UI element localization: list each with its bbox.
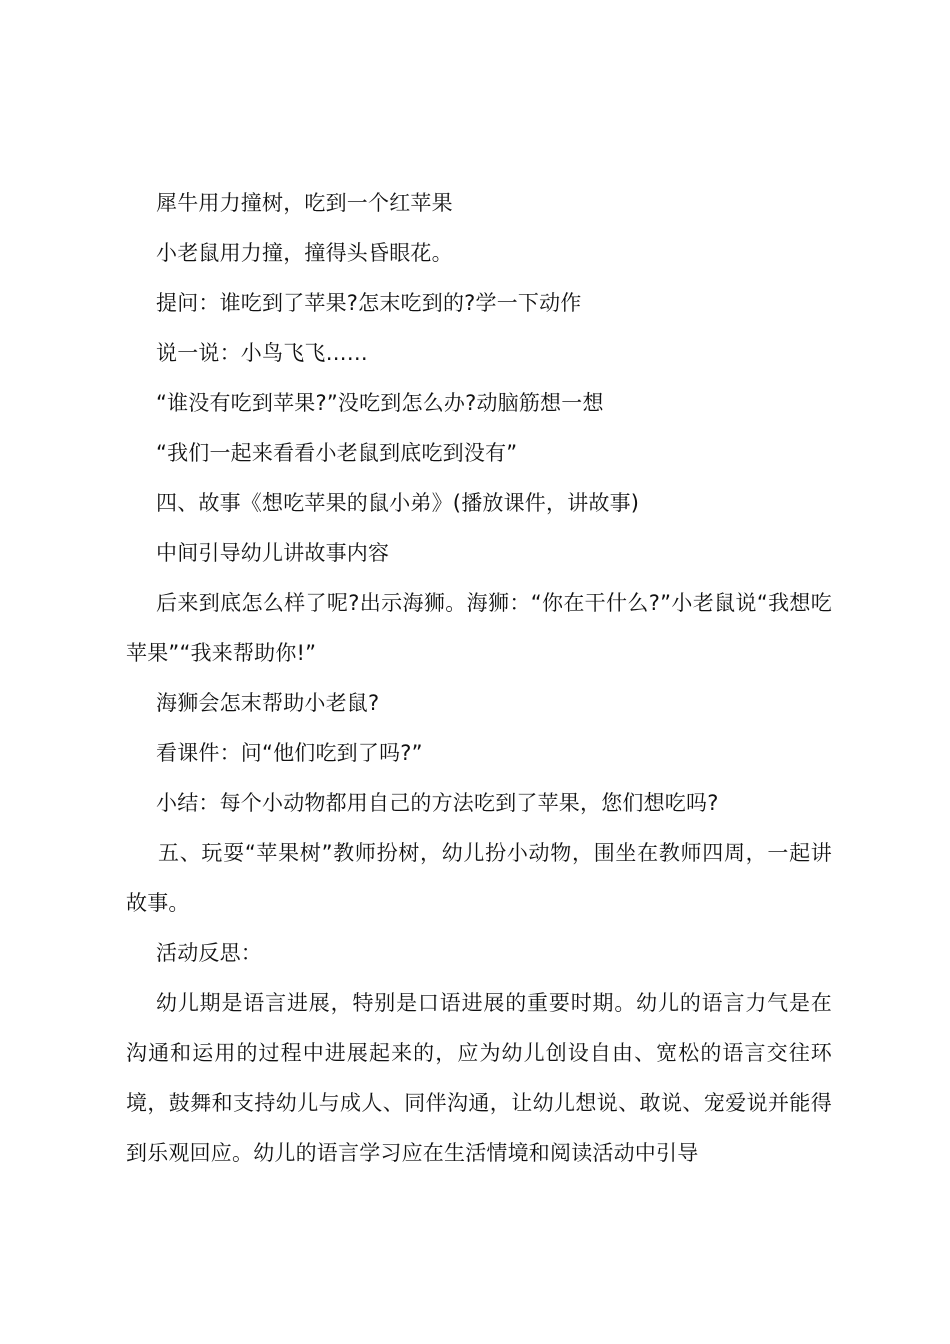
paragraph-summary: 小结：每个小动物都用自己的方法吃到了苹果，您们想吃吗? [156, 791, 719, 815]
paragraph-who-didnt-eat: “谁没有吃到苹果?”没吃到怎么办?动脑筋想一想 [156, 391, 604, 415]
paragraph-reflection-body: 幼儿期是语言进展，特别是口语进展的重要时期。幼儿的语言力气是在沟通和运用的过程中进展起来的，应为幼儿创设自由、宽松的语言交往环境，鼓舞和支持幼儿与成人、同伴沟通，让幼儿想说、敢说、宠爱说并能得到乐观回应。幼儿的语言学习应在生活情境和阅读活动中引导 [126, 991, 832, 1165]
paragraph-sea-lion-help: 海狮会怎末帮助小老鼠? [156, 691, 380, 715]
paragraph-rhino: 犀牛用力撞树，吃到一个红苹果 [156, 191, 453, 215]
paragraph-mouse-dizzy: 小老鼠用力撞，撞得头昏眼花。 [156, 241, 453, 265]
paragraph-courseware: 看课件：问“他们吃到了吗?” [156, 741, 423, 765]
paragraph-say-bird: 说一说：小鸟飞飞…… [156, 341, 368, 365]
section-heading-reflection: 活动反思： [156, 941, 262, 965]
paragraph-guide-story: 中间引导幼儿讲故事内容 [156, 541, 390, 565]
paragraph-question: 提问：谁吃到了苹果?怎末吃到的?学一下动作 [156, 291, 582, 315]
section-heading-story: 四、故事《想吃苹果的鼠小弟》(播放课件，讲故事) [156, 491, 640, 515]
document-body [126, 178, 832, 1178]
paragraph-sea-lion: 后来到底怎么样了呢?出示海狮。海狮：“你在干什么?”小老鼠说“我想吃苹果”“我来帮助你!” [126, 591, 832, 665]
section-heading-game: 五、玩耍“苹果树”教师扮树，幼儿扮小动物，围坐在教师四周，一起讲故事。 [126, 841, 832, 915]
paragraph-lets-see: “我们一起来看看小老鼠到底吃到没有” [156, 441, 518, 465]
